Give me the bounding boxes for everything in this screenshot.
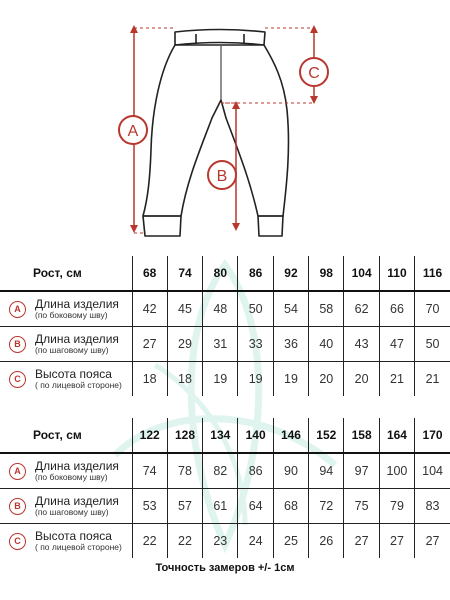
- value-cell: 104: [415, 453, 450, 489]
- size-cell: 68: [132, 256, 167, 291]
- row-label-a: [0, 291, 132, 327]
- row-label-main: Высота пояса: [35, 366, 112, 381]
- value-cell: 19: [203, 362, 238, 397]
- value-cell: 23: [203, 524, 238, 559]
- value-cell: 83: [415, 489, 450, 524]
- row-label-main: Длина изделия: [35, 331, 119, 346]
- pants-diagram: [0, 0, 450, 250]
- value-cell: 86: [238, 453, 273, 489]
- value-cell: 48: [203, 291, 238, 327]
- marker-b: [208, 161, 236, 189]
- value-cell: 18: [167, 362, 202, 397]
- value-cell: 79: [379, 489, 414, 524]
- row-label-main: Длина изделия: [35, 458, 119, 473]
- value-cell: 54: [273, 291, 308, 327]
- size-cell: 128: [167, 418, 202, 453]
- svg-text:A: A: [127, 123, 139, 140]
- size-table-1: [0, 256, 450, 396]
- value-cell: 33: [238, 327, 273, 362]
- value-cell: 43: [344, 327, 379, 362]
- table-header-row: [0, 418, 450, 453]
- value-cell: 62: [344, 291, 379, 327]
- value-cell: 100: [379, 453, 414, 489]
- marker-a-badge: A: [9, 301, 26, 318]
- row-label-c: [0, 362, 132, 397]
- row-label-b: [0, 327, 132, 362]
- table-row: [0, 489, 450, 524]
- value-cell: 27: [415, 524, 450, 559]
- value-cell: 74: [132, 453, 167, 489]
- size-cell: 122: [132, 418, 167, 453]
- value-cell: 68: [273, 489, 308, 524]
- height-label: Рост, см: [0, 418, 132, 453]
- measurement-lines: [127, 25, 318, 233]
- row-label-main: Длина изделия: [35, 493, 119, 508]
- table-header-row: [0, 256, 450, 291]
- value-cell: 18: [132, 362, 167, 397]
- value-cell: 50: [415, 327, 450, 362]
- size-cell: 116: [415, 256, 450, 291]
- value-cell: 21: [415, 362, 450, 397]
- marker-c: [300, 58, 328, 86]
- value-cell: 72: [309, 489, 344, 524]
- value-cell: 40: [309, 327, 344, 362]
- value-cell: 21: [379, 362, 414, 397]
- pants-outline: [143, 30, 288, 237]
- value-cell: 61: [203, 489, 238, 524]
- marker-b-badge: B: [9, 498, 26, 515]
- size-cell: 104: [344, 256, 379, 291]
- size-cell: 164: [379, 418, 414, 453]
- value-cell: 36: [273, 327, 308, 362]
- value-cell: 19: [273, 362, 308, 397]
- value-cell: 45: [167, 291, 202, 327]
- size-cell: 170: [415, 418, 450, 453]
- table-row: [0, 524, 450, 559]
- row-label-sub: (по боковому шву): [35, 309, 108, 320]
- svg-text:C: C: [308, 65, 320, 82]
- value-cell: 57: [167, 489, 202, 524]
- value-cell: 27: [132, 327, 167, 362]
- size-cell: 158: [344, 418, 379, 453]
- value-cell: 94: [309, 453, 344, 489]
- value-cell: 78: [167, 453, 202, 489]
- marker-c-badge: C: [9, 371, 26, 388]
- table-row: [0, 291, 450, 327]
- table-row: [0, 327, 450, 362]
- value-cell: 58: [309, 291, 344, 327]
- value-cell: 53: [132, 489, 167, 524]
- size-cell: 140: [238, 418, 273, 453]
- value-cell: 26: [309, 524, 344, 559]
- size-cell: 74: [167, 256, 202, 291]
- value-cell: 20: [309, 362, 344, 397]
- row-label-b: [0, 489, 132, 524]
- value-cell: 27: [379, 524, 414, 559]
- value-cell: 70: [415, 291, 450, 327]
- height-label: Рост, см: [0, 256, 132, 291]
- size-cell: 134: [203, 418, 238, 453]
- row-label-sub: ( по лицевой стороне): [35, 541, 122, 552]
- value-cell: 75: [344, 489, 379, 524]
- value-cell: 22: [132, 524, 167, 559]
- value-cell: 82: [203, 453, 238, 489]
- size-cell: 98: [309, 256, 344, 291]
- row-label-c: [0, 524, 132, 559]
- row-label-a: [0, 453, 132, 489]
- value-cell: 24: [238, 524, 273, 559]
- row-label-sub: (по шаговому шву): [35, 506, 109, 517]
- value-cell: 20: [344, 362, 379, 397]
- value-cell: 29: [167, 327, 202, 362]
- row-label-main: Высота пояса: [35, 528, 112, 543]
- row-label-sub: ( по лицевой стороне): [35, 379, 122, 390]
- value-cell: 27: [344, 524, 379, 559]
- value-cell: 22: [167, 524, 202, 559]
- value-cell: 90: [273, 453, 308, 489]
- value-cell: 64: [238, 489, 273, 524]
- value-cell: 66: [379, 291, 414, 327]
- table-row: [0, 453, 450, 489]
- size-cell: 152: [309, 418, 344, 453]
- size-cell: 110: [379, 256, 414, 291]
- marker-a-badge: A: [9, 463, 26, 480]
- value-cell: 42: [132, 291, 167, 327]
- value-cell: 25: [273, 524, 308, 559]
- size-cell: 86: [238, 256, 273, 291]
- row-label-main: Длина изделия: [35, 296, 119, 311]
- row-label-sub: (по шаговому шву): [35, 344, 109, 355]
- marker-a: [119, 116, 147, 144]
- value-cell: 47: [379, 327, 414, 362]
- size-table-2: [0, 418, 450, 558]
- size-cell: 146: [273, 418, 308, 453]
- accuracy-note: Точность замеров +/- 1см: [155, 562, 295, 574]
- marker-b-badge: B: [9, 336, 26, 353]
- svg-text:B: B: [216, 168, 228, 185]
- table-row: [0, 362, 450, 397]
- value-cell: 19: [238, 362, 273, 397]
- row-label-sub: (по боковому шву): [35, 471, 108, 482]
- size-cell: 80: [203, 256, 238, 291]
- value-cell: 31: [203, 327, 238, 362]
- size-cell: 92: [273, 256, 308, 291]
- value-cell: 97: [344, 453, 379, 489]
- marker-c-badge: C: [9, 533, 26, 550]
- value-cell: 50: [238, 291, 273, 327]
